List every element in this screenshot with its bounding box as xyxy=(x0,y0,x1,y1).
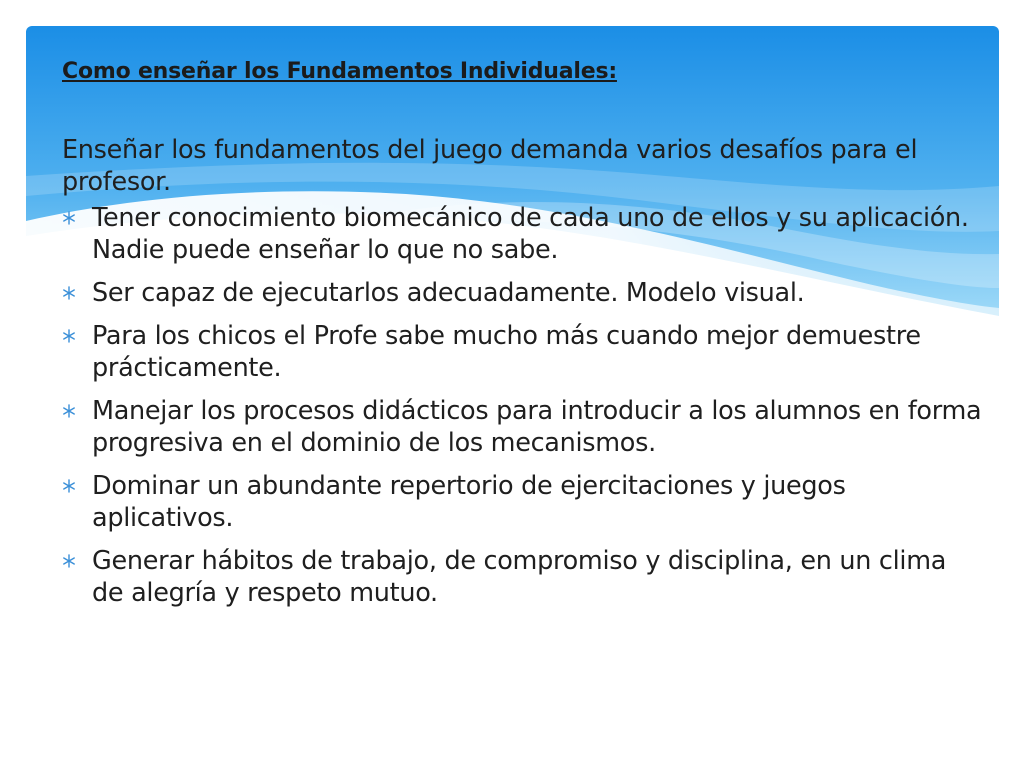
bullet-item xyxy=(62,395,982,459)
bullet-text: Para los chicos el Profe sabe mucho más cuando mejor demuestre prácticamente. xyxy=(92,321,921,383)
bullet-item xyxy=(62,320,982,384)
bullet-item xyxy=(62,545,982,609)
bullet-item xyxy=(62,202,982,266)
bullet-text: Tener conocimiento biomecánico de cada uno de ellos y su aplicación. Nadie puede enseñar lo que no sabe. xyxy=(92,203,969,265)
intro-paragraph: Enseñar los fundamentos del juego demanda varios desafíos para el profesor. xyxy=(62,135,918,197)
asterisk-bullet-icon xyxy=(62,286,76,300)
bullet-text: Generar hábitos de trabajo, de compromiso y disciplina, en un clima de alegría y respeto mutuo. xyxy=(92,546,947,608)
bullet-text: Dominar un abundante repertorio de ejercitaciones y juegos aplicativos. xyxy=(92,471,846,533)
asterisk-bullet-icon xyxy=(62,479,76,493)
asterisk-bullet-icon xyxy=(62,329,76,343)
bullet-item xyxy=(62,470,982,534)
asterisk-bullet-icon xyxy=(62,404,76,418)
bullet-text: Manejar los procesos didácticos para introducir a los alumnos en forma progresiva en el dominio de los mecanismos. xyxy=(92,396,982,458)
bullet-text: Ser capaz de ejecutarlos adecuadamente. Modelo visual. xyxy=(92,278,805,308)
asterisk-bullet-icon xyxy=(62,211,76,225)
bullet-item xyxy=(62,277,982,309)
slide-content xyxy=(62,56,982,620)
asterisk-bullet-icon xyxy=(62,554,76,568)
bullet-list xyxy=(62,202,982,609)
slide-heading: Como enseñar los Fundamentos Individuales: xyxy=(62,59,617,84)
